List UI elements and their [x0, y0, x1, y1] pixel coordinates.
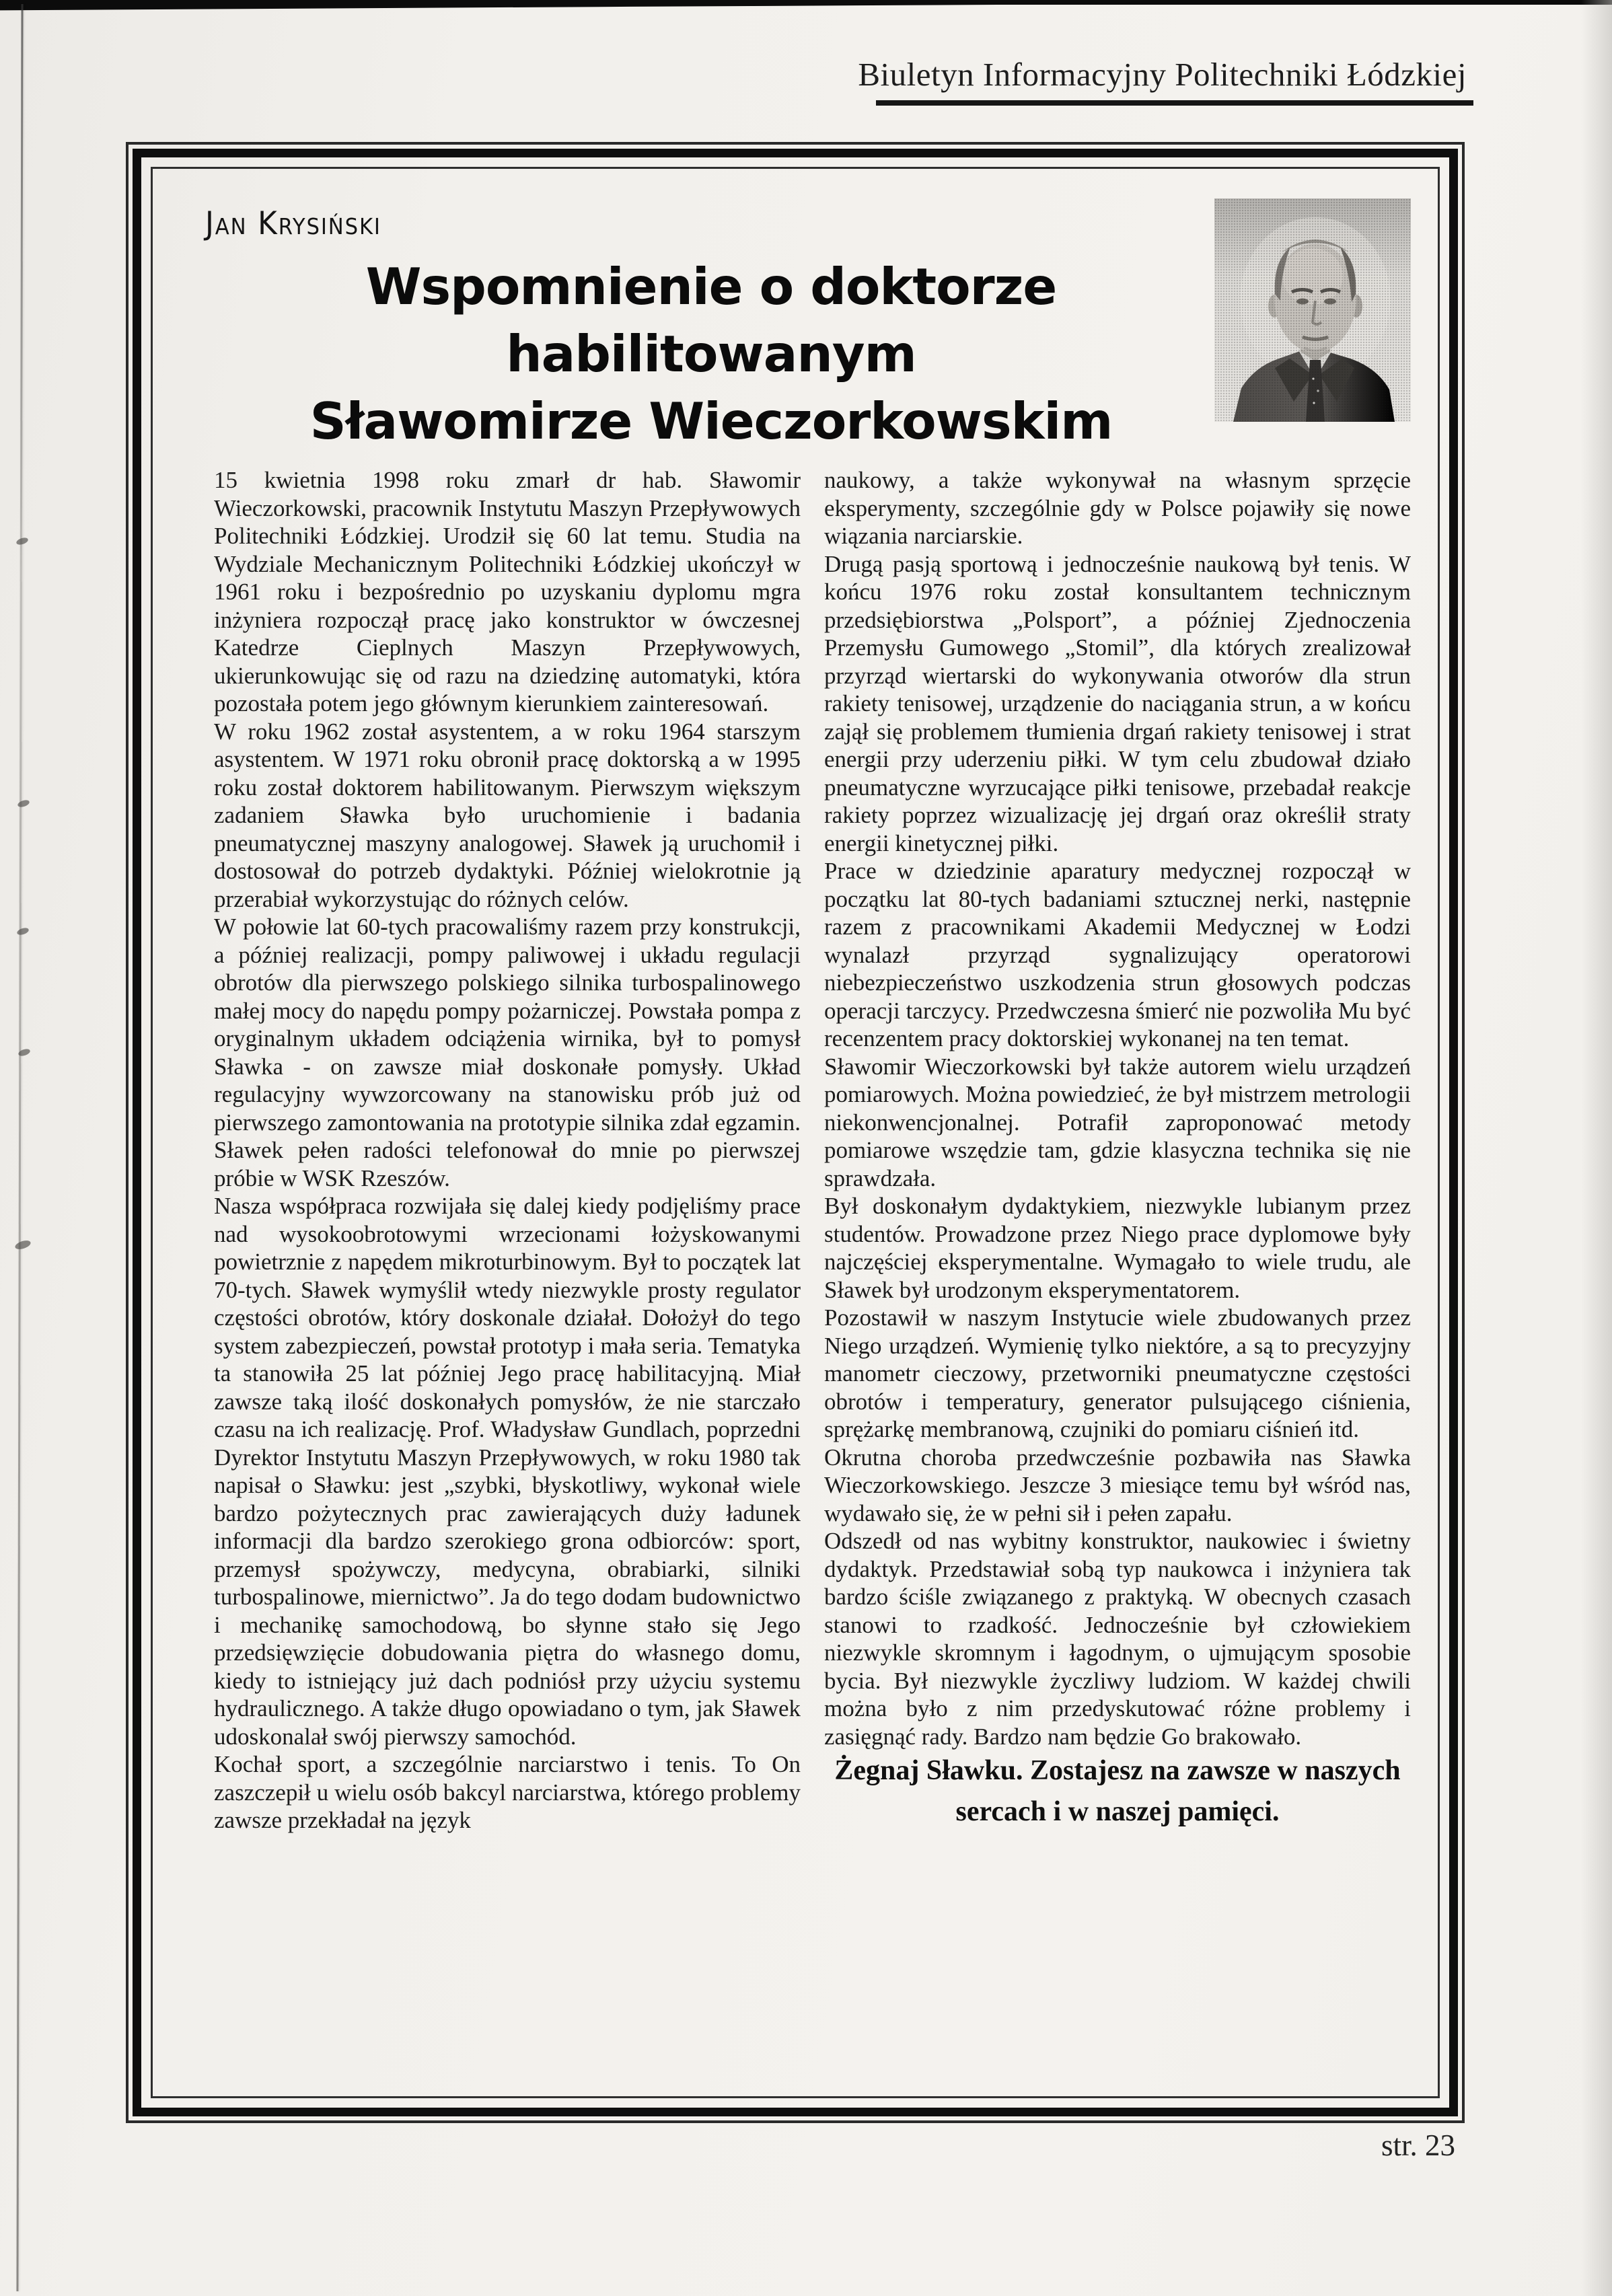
article-paragraph: Pozostawił w naszym Instytucie wiele zbudowanych przez Niego urządzeń. Wymienię tylko niektóre, a są to precyzyjny manometr cieczowy, przetworniki pneumatyczne częstości obrotów i temperatury, generator pulsującego ciśnienia, sprężarkę membranową, czujniki do pomiaru ciśnień itd.	[824, 1304, 1411, 1442]
article-paragraph: Drugą pasją sportową i jednocześnie naukową był tenis. W końcu 1976 roku został konsultantem technicznym przedsiębiorstwa „Polsport”, a później Zjednoczenia Przemysłu Gumowego „Stomil”, dla których zrealizował przyrząd wiertarski do wykonywania otworów dla strun rakiety tenisowej, urządzenie do naciągania strun, a w końcu zajął się problemem tłumienia drgań rakiety tenisowej i strat energii przy uderzeniu piłki. W tym celu zbudował działo pneumatyczne wyrzucające piłki tenisowe, przebadał reakcje rakiety poprzez wizualizację jej drgań oraz określił straty energii kinetycznej piłki.	[824, 550, 1411, 856]
portrait-photo-graphic	[1214, 198, 1411, 422]
right-column	[824, 466, 1411, 1832]
article-body	[214, 466, 1416, 2094]
article-frame-outer	[126, 142, 1465, 2123]
article-title-line2: Sławomirze Wieczorkowskim	[309, 391, 1113, 451]
book-spine-shadow	[16, 4, 23, 2291]
binding-mark	[14, 1239, 32, 1251]
article-paragraph: Okrutna choroba przedwcześnie pozbawiła nas Sławka Wieczorkowskiego. Jeszcze 3 miesiące temu był wśród nas, wydawało się, że w pełni sił i pełen zapału.	[824, 1444, 1411, 1526]
portrait-photo	[1214, 198, 1411, 422]
left-column	[214, 466, 801, 1835]
binding-mark	[15, 536, 29, 546]
article-paragraph: naukowy, a także wykonywał na własnym sprzęcie eksperymenty, szczególnie gdy w Polsce pojawiły się nowe wiązania narciarskie.	[824, 467, 1411, 549]
article-paragraph: 15 kwietnia 1998 roku zmarł dr hab. Sławomir Wieczorkowski, pracownik Instytutu Maszyn Przepływowych Politechniki Łódzkiej. Urodził się 60 lat temu. Studia na Wydziale Mechanicznym Politechniki Łódzkiej ukończył w 1961 roku i bezpośrednio po uzyskaniu dyplomu mgra inżyniera rozpoczął pracę jako konstruktor w ówczesnej Katedrze Cieplnych Maszyn Przepływowych, ukierunkowując się od razu na dziedzinę automatyki, która pozostała potem jego głównym kierunkiem zainteresowań.	[214, 467, 801, 716]
header-rule	[876, 100, 1473, 106]
article-paragraph: Odszedł od nas wybitny konstruktor, naukowiec i świetny dydaktyk. Przedstawiał sobą typ naukowca i inżyniera tak bardzo ściśle związanego z praktyką. W obecnych czasach stanowi to rzadkość. Jednocześnie był człowiekiem niezwykle skromnym i łagodnym, o ujmującym sposobie bycia. Był niezwykle życzliwy ludziom. W każdej chwili można było z nim przedyskutować różne problemy i zasięgnąć rady. Bardzo nam będzie Go brakowało.	[824, 1528, 1411, 1750]
article-paragraph: W połowie lat 60-tych pracowaliśmy razem przy konstrukcji, a później realizacji, pompy paliwowej i układu regulacji obrotów dla pierwszego polskiego silnika turbospalinowego małej mocy do napędu pompy pożarniczej. Powstała pompa z oryginalnym układem odciążenia wirnika, był to pomysł Sławka - on zawsze miał doskonałe pomysły. Układ regulacyjny wywzorcowany na stanowisku prób już od pierwszego zamontowania na prototypie silnika zdał egzamin. Sławek pełen radości telefonował do mnie po pierwszej próbie w WSK Rzeszów.	[214, 914, 801, 1191]
binding-mark	[16, 926, 30, 936]
page-right-edge-shade	[1581, 0, 1612, 2296]
author-name: Jan Krysiński	[205, 205, 381, 242]
article-paragraph: Kochał sport, a szczególnie narciarstwo i tenis. To On zaszczepił u wielu osób bakcyl narciarstwa, którego problemy zawsze przekładał na język	[214, 1751, 801, 1833]
farewell-closing: Żegnaj Sławku. Zostajesz na zawsze w naszych sercach i w naszej pamięci.	[834, 1755, 1401, 1827]
article-paragraph: Nasza współpraca rozwijała się dalej kiedy podjęliśmy prace nad wysokoobrotowymi wrzecionami łożyskowanymi powietrznie z napędem mikroturbinowym. Był to początek lat 70-tych. Sławek wymyślił wtedy niezwykle prosty regulator częstości obrotów, który doskonale działał. Dołożył do tego system zabezpieczeń, powstał prototyp i mała seria. Tematyka ta stanowiła 25 lat później Jego pracę habilitacyjną. Miał zawsze taką ilość doskonałych pomysłów, że nie starczało czasu na ich realizację. Prof. Władysław Gundlach, poprzedni Dyrektor Instytutu Maszyn Przepływowych, w roku 1980 tak napisał o Sławku: jest „szybki, błyskotliwy, wykonał wiele bardzo pożytecznych prac zawierających duży ładunek informacji dla bardzo szerokiego grona odbiorców: sport, przemysł spożywczy, medycyna, obrabiarki, silniki turbospalinowe, miernictwo”. Ja do tego dodam budownictwo i mechanikę samochodową, bo słynne stało się Jego przedsięwzięcie dobudowania piętra do własnego domu, kiedy to istniejący już dach podniósł przy użyciu systemu hydraulicznego. A także długo opowiadano o tym, jak Sławek udoskonalał swój pierwszy samochód.	[214, 1193, 801, 1750]
article-frame-thick	[133, 149, 1458, 2116]
page-number: str. 23	[1381, 2128, 1455, 2162]
article-paragraph: W roku 1962 został asystentem, a w roku 1964 starszym asystentem. W 1971 roku obronił pracę doktorską a w 1995 roku został doktorem habilitowanym. Pierwszym większym zadaniem Sławka było uruchomienie i badania pneumatycznej maszyny analogowej. Sławek ją uruchomił i dostosował do potrzeb dydaktyki. Później wielokrotnie ją przerabiał wykorzystując do różnych celów.	[214, 718, 801, 912]
article-paragraph: Był doskonałym dydaktykiem, niezwykle lubianym przez studentów. Prowadzone przez Niego prace dyplomowe były najczęściej eksperymentalne. Wymagało to wiele trudu, ale Sławek był urodzonym eksperymentatorem.	[824, 1193, 1411, 1303]
scan-top-edge-artifact-thick	[0, 0, 1147, 11]
article-paragraph: Prace w dziedzinie aparatury medycznej rozpoczął w początku lat 80-tych badaniami sztucznej nerki, następnie razem z pracownikami Akademii Medycznej w Łodzi wynalazł przyrząd sygnalizujący operatorowi niebezpieczeństwo uszkodzenia strun głosowych podczas operacji tarczycy. Przedwczesna śmierć nie pozwoliła Mu być recenzentem pracy doktorskiej wykonanej na ten temat.	[824, 858, 1411, 1051]
article-title	[173, 254, 1249, 455]
binding-mark	[17, 799, 30, 808]
article-title-line1: Wspomnienie o doktorze habilitowanym	[365, 257, 1057, 383]
bulletin-header: Biuletyn Informacyjny Politechniki Łódzkiej	[858, 56, 1467, 93]
article-frame-inner	[151, 167, 1440, 2098]
article-paragraph: Sławomir Wieczorkowski był także autorem wielu urządzeń pomiarowych. Można powiedzieć, że był mistrzem metrologii niekonwencjonalnej. Potrafił zaproponować metody pomiarowe wszędzie tam, gdzie klasyczna technika się nie sprawdzała.	[824, 1053, 1411, 1191]
